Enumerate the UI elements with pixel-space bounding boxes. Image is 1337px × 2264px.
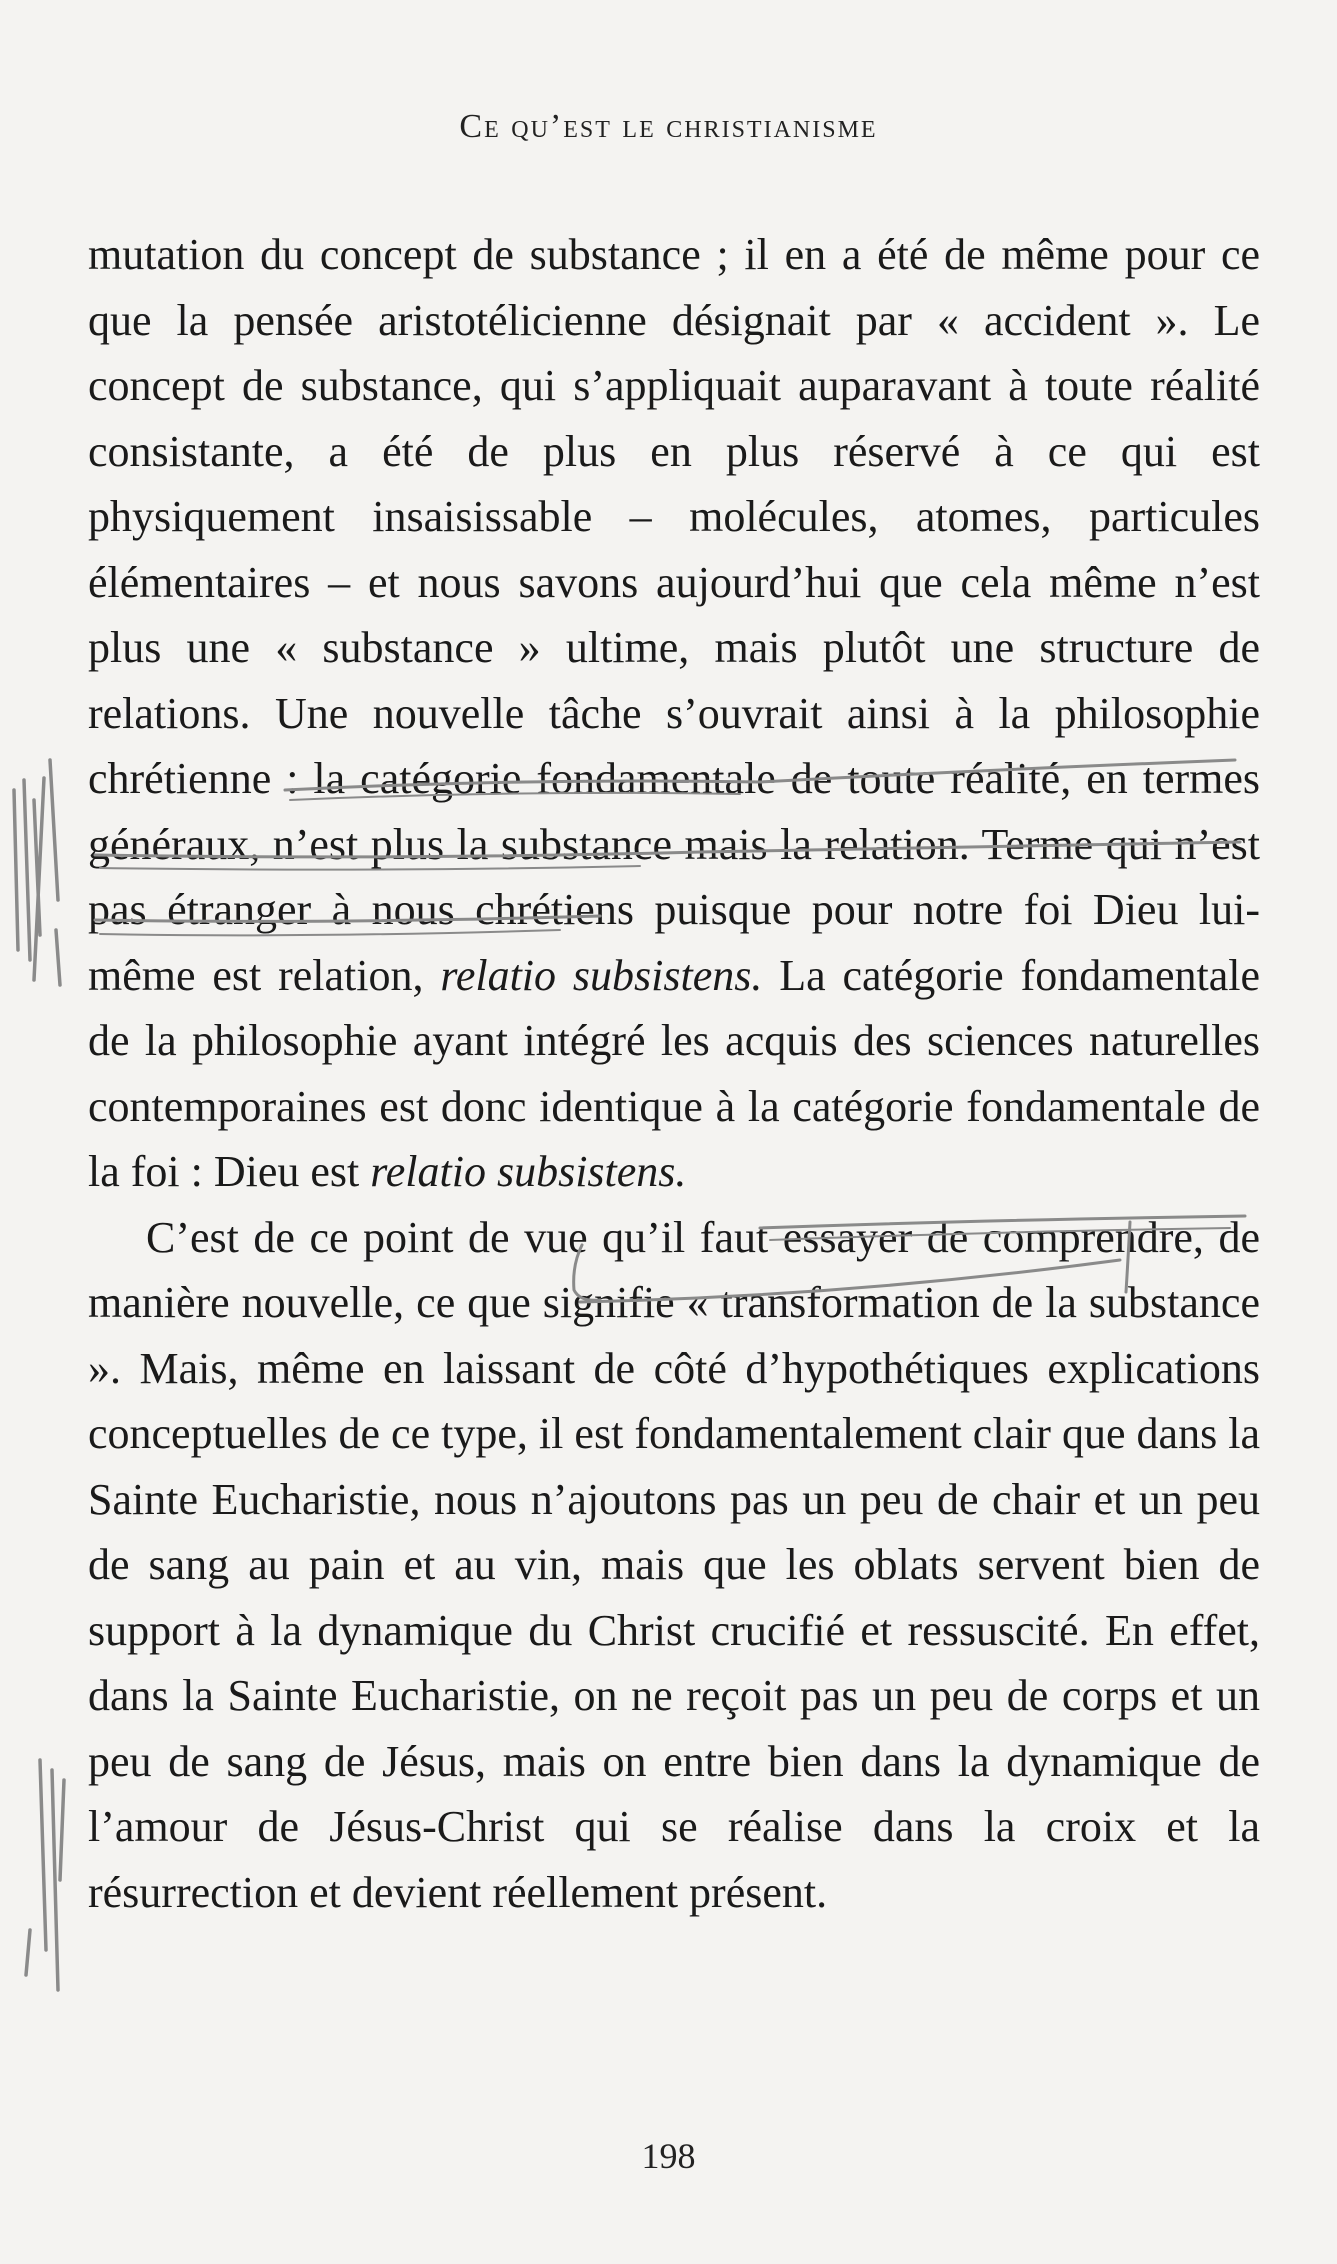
- page-number: 198: [641, 2136, 696, 2176]
- paragraph-1-italic-b: relatio subsistens.: [370, 1147, 687, 1196]
- paragraph-1-italic-a: relatio subsistens.: [440, 950, 763, 1000]
- paragraph-1-text-a: mutation du concept de substance ; il en a été de même pour ce que la pensée aristotélicienne désignait par « accident ». Le concept de substance, qui s’appliquait auparavant à toute réalité consistante, a été de plus en plus réservé à ce qui est physiquement insaisissable – molécules, atomes, particules élémentaires – et nous savons aujourd’hui que cela même n’est plus une « substance » ultime, mais plutôt une structure de relations. Une nouvelle tâche s’ouvrait ainsi à la philosophie chrétienne : la catégorie fondamentale de toute réalité, en termes généraux, n’est plus la substance mais la relation. Terme qui n’est pas étranger à nous chrétiens puisque pour notre foi Dieu lui-même est relation,: [88, 230, 1260, 1000]
- paragraph-1-text-b: La catégorie fondamentale de la philosophie ayant intégré les acquis des sciences naturelles contemporaines est donc identique à la catégorie fondamentale de la foi : Dieu est: [88, 950, 1260, 1196]
- margin-mark-lower: [26, 1760, 64, 1990]
- paragraph-2: C’est de ce point de vue qu’il faut essayer de comprendre, de manière nouvelle, ce que signifie « transformation de la substance ». Mais, même en laissant de côté d’hypothétiques explications conceptuelles de ce type, il est fondamentalement clair que dans la Sainte Eucharistie, nous n’ajoutons pas un peu de chair et un peu de sang au pain et au vin, mais que les oblats servent bien de support à la dynamique du Christ crucifié et ressuscité. En effet, dans la Sainte Eucharistie, on ne reçoit pas un peu de corps et un peu de sang de Jésus, mais on entre bien dans la dynamique de l’amour de Jésus-Christ qui se réalise dans la croix et la résurrection et devient réellement présent.: [88, 1212, 1260, 1917]
- margin-mark-upper: [14, 760, 60, 985]
- body-text: [88, 222, 1260, 1925]
- running-head: Ce qu’est le christianisme: [459, 108, 878, 145]
- paragraph-1: [88, 222, 1260, 1205]
